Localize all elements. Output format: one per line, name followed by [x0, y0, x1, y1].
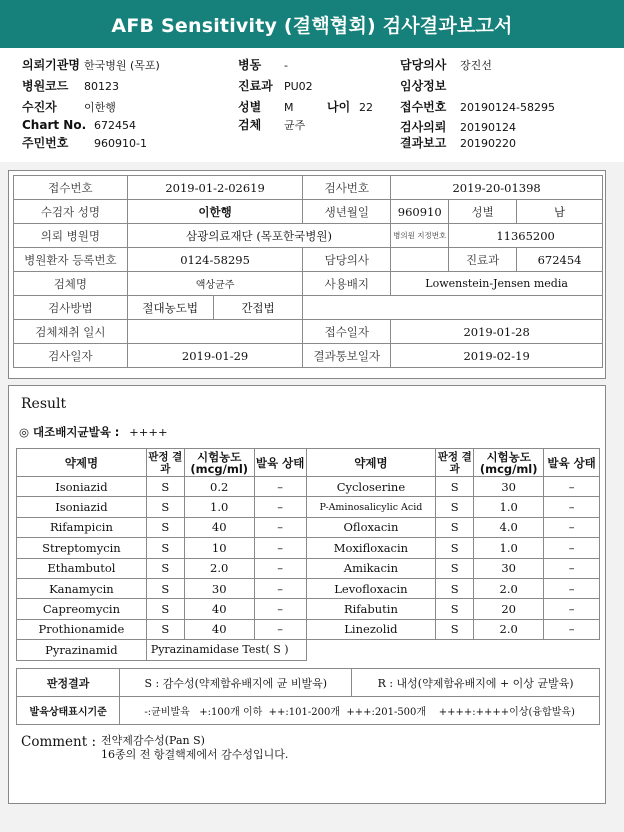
report-date: 2019-02-19: [391, 344, 603, 368]
registration-no: 0124-58295: [127, 248, 303, 272]
header-dept: 진료과 PU02: [238, 79, 313, 93]
growth: –: [254, 477, 306, 497]
received-date: 2019-01-28: [391, 320, 603, 344]
growth: –: [544, 538, 600, 558]
conc: 1.0: [474, 497, 544, 517]
legend-table: [16, 668, 600, 725]
dob-label: 생년월일: [303, 200, 391, 224]
judge: S: [436, 477, 474, 497]
pyrazinamid-result: Pyrazinamidase Test( S ): [146, 640, 306, 660]
conc: 10: [184, 538, 254, 558]
judge: S: [436, 558, 474, 578]
drug-name: Rifabutin: [306, 599, 436, 619]
col-growth-2: 발육 상태: [544, 449, 600, 477]
judge: S: [146, 619, 184, 639]
receipt-no: 2019-01-2-02619: [127, 176, 303, 200]
drug-name: Kanamycin: [17, 578, 147, 598]
control-growth-value: ++++: [129, 425, 168, 439]
table-row: [17, 619, 600, 639]
drug-name: Streptomycin: [17, 538, 147, 558]
judge-legend-s: S : 감수성(약제함유배지에 균 비발육): [120, 669, 352, 697]
collect-label: 검체채취 일시: [14, 320, 128, 344]
hospital-code: 11365200: [449, 224, 603, 248]
col-conc-2: 시험농도 (mcg/ml): [474, 449, 544, 477]
hospital-code-label: 병의원 지정번호: [391, 224, 449, 248]
header-clinical-info: 임상정보: [400, 79, 447, 93]
judge: S: [146, 578, 184, 598]
drug-name: Ethambutol: [17, 558, 147, 578]
test-no-label: 검사번호: [303, 176, 391, 200]
conc: 40: [184, 599, 254, 619]
drug-name: Moxifloxacin: [306, 538, 436, 558]
doctor: [391, 248, 449, 272]
growth: –: [544, 517, 600, 537]
header-sex: 성별 M: [238, 100, 294, 114]
growth: –: [544, 477, 600, 497]
hospital-name: 삼광의료재단 (목포한국병원): [127, 224, 390, 248]
conc: 30: [474, 558, 544, 578]
judge: S: [436, 619, 474, 639]
table-row: [17, 517, 600, 537]
header-hospital: 의뢰기관명 한국병원 (목포): [22, 58, 160, 72]
header-request-date: 검사의뢰 20190124: [400, 120, 516, 134]
growth: –: [544, 599, 600, 619]
method-blank: [303, 296, 603, 320]
conc: 40: [184, 619, 254, 639]
header-hospital-code: 병원코드 80123: [22, 79, 119, 93]
pyrazinamid-label: Pyrazinamid: [17, 640, 147, 660]
growth: –: [254, 578, 306, 598]
receipt-no-label: 접수번호: [14, 176, 128, 200]
conc: 2.0: [474, 578, 544, 598]
sensitivity-table: [16, 448, 600, 661]
collect-date: [127, 320, 303, 344]
judge: S: [436, 517, 474, 537]
testdate-label: 검사일자: [14, 344, 128, 368]
result-sheet: [8, 385, 606, 804]
medium-label: 사용배지: [303, 272, 391, 296]
header-doctor: 담당의사 장진선: [400, 58, 492, 72]
specimen: 액상균주: [127, 272, 303, 296]
col-judge-2: 판정 결과: [437, 450, 472, 475]
judge: S: [146, 517, 184, 537]
drug-name: Linezolid: [306, 619, 436, 639]
growth: –: [254, 517, 306, 537]
pyrazinamid-blank: [306, 640, 599, 660]
result-heading: Result: [21, 396, 67, 412]
drug-name: Isoniazid: [17, 477, 147, 497]
col-conc-1: 시험농도 (mcg/ml): [184, 449, 254, 477]
info-sheet: [8, 170, 606, 379]
col-drug-1: 약제명: [17, 449, 147, 477]
drug-name: Rifampicin: [17, 517, 147, 537]
header-resident-no: 주민번호 960910-1: [22, 136, 147, 150]
conc: 30: [474, 477, 544, 497]
col-drug-2: 약제명: [306, 449, 436, 477]
table-row: [17, 558, 600, 578]
header-age: 나이 22: [327, 100, 373, 114]
judge-legend-r: R : 내성(약제함유배지에 + 이상 균발육): [352, 669, 600, 697]
conc: 2.0: [474, 619, 544, 639]
growth: –: [544, 578, 600, 598]
report-header: [0, 48, 624, 162]
header-patient: 수진자 이한행: [22, 100, 116, 114]
header-ward: 병동 -: [238, 58, 288, 72]
method-label: 검사방법: [14, 296, 128, 320]
growth: –: [544, 497, 600, 517]
medium: Lowenstein-Jensen media: [391, 272, 603, 296]
conc: 1.0: [184, 497, 254, 517]
header-receipt-no: 접수번호 20190124-58295: [400, 100, 555, 114]
doctor-label: 담당의사: [303, 248, 391, 272]
conc: 1.0: [474, 538, 544, 558]
patient-name: 이한행: [127, 200, 303, 224]
table-row: [17, 497, 600, 517]
method-absolute: 절대농도법: [127, 296, 213, 320]
table-row: [17, 477, 600, 497]
control-growth: [19, 424, 168, 440]
header-specimen: 검체 균주: [238, 118, 306, 132]
received-label: 접수일자: [303, 320, 391, 344]
header-chart-no: Chart No. 672454: [22, 118, 136, 132]
drug-name: Levofloxacin: [306, 578, 436, 598]
drug-name: Capreomycin: [17, 599, 147, 619]
header-report-date: 결과보고 20190220: [400, 136, 516, 150]
dept: 672454: [517, 248, 603, 272]
judge: S: [146, 558, 184, 578]
dept-label: 진료과: [449, 248, 517, 272]
sex-label: 성별: [449, 200, 517, 224]
growth: –: [254, 619, 306, 639]
conc: 30: [184, 578, 254, 598]
growth: –: [254, 558, 306, 578]
conc: 20: [474, 599, 544, 619]
growth-legend-label: 발육상태표시기준: [17, 697, 120, 725]
drug-name: Amikacin: [306, 558, 436, 578]
growth: –: [544, 558, 600, 578]
registration-label: 병원환자 등록번호: [14, 248, 128, 272]
judge: S: [436, 538, 474, 558]
judge: S: [436, 497, 474, 517]
drug-name: Ofloxacin: [306, 517, 436, 537]
judge: S: [146, 538, 184, 558]
method-indirect: 간접법: [213, 296, 303, 320]
dob: 960910: [391, 200, 449, 224]
report-title: AFB Sensitivity (결핵협회) 검사결과보고서: [0, 0, 624, 48]
growth: –: [254, 599, 306, 619]
conc: 2.0: [184, 558, 254, 578]
judge: S: [146, 477, 184, 497]
sex: 남: [517, 200, 603, 224]
conc: 40: [184, 517, 254, 537]
table-row: [17, 599, 600, 619]
comment-line-1: 전약제감수성(Pan S): [101, 734, 205, 747]
judge: S: [436, 578, 474, 598]
info-table: [13, 175, 603, 368]
test-date: 2019-01-29: [127, 344, 303, 368]
drug-name: Isoniazid: [17, 497, 147, 517]
judge: S: [146, 599, 184, 619]
report-label: 결과통보일자: [303, 344, 391, 368]
table-row: [17, 538, 600, 558]
growth: –: [254, 497, 306, 517]
hospital-label: 의뢰 병원명: [14, 224, 128, 248]
judge: S: [146, 497, 184, 517]
specimen-label: 검체명: [14, 272, 128, 296]
patient-label: 수검자 성명: [14, 200, 128, 224]
conc: 0.2: [184, 477, 254, 497]
comment-line-2: 16종의 전 항결핵제에서 감수성입니다.: [101, 748, 289, 761]
test-no: 2019-20-01398: [391, 176, 603, 200]
drug-name: Prothionamide: [17, 619, 147, 639]
col-growth-1: 발육 상태: [254, 449, 306, 477]
control-growth-label: ◎ 대조배지균발육 :: [19, 425, 120, 439]
comment-label: Comment :: [21, 734, 97, 750]
drug-name: P-Aminosalicylic Acid: [306, 497, 436, 517]
pyrazinamid-row: [17, 640, 600, 660]
col-judge-1: 판정 결과: [148, 450, 183, 475]
growth: –: [254, 538, 306, 558]
judge: S: [436, 599, 474, 619]
conc: 4.0: [474, 517, 544, 537]
table-row: [17, 578, 600, 598]
growth: –: [544, 619, 600, 639]
drug-name: Cycloserine: [306, 477, 436, 497]
judge-legend-label: 판정결과: [17, 669, 120, 697]
growth-legend-text: -:균비발육 +:100개 이하 ++:101-200개 +++:201-500개 ++++:++++이상(융합발육): [120, 697, 600, 725]
